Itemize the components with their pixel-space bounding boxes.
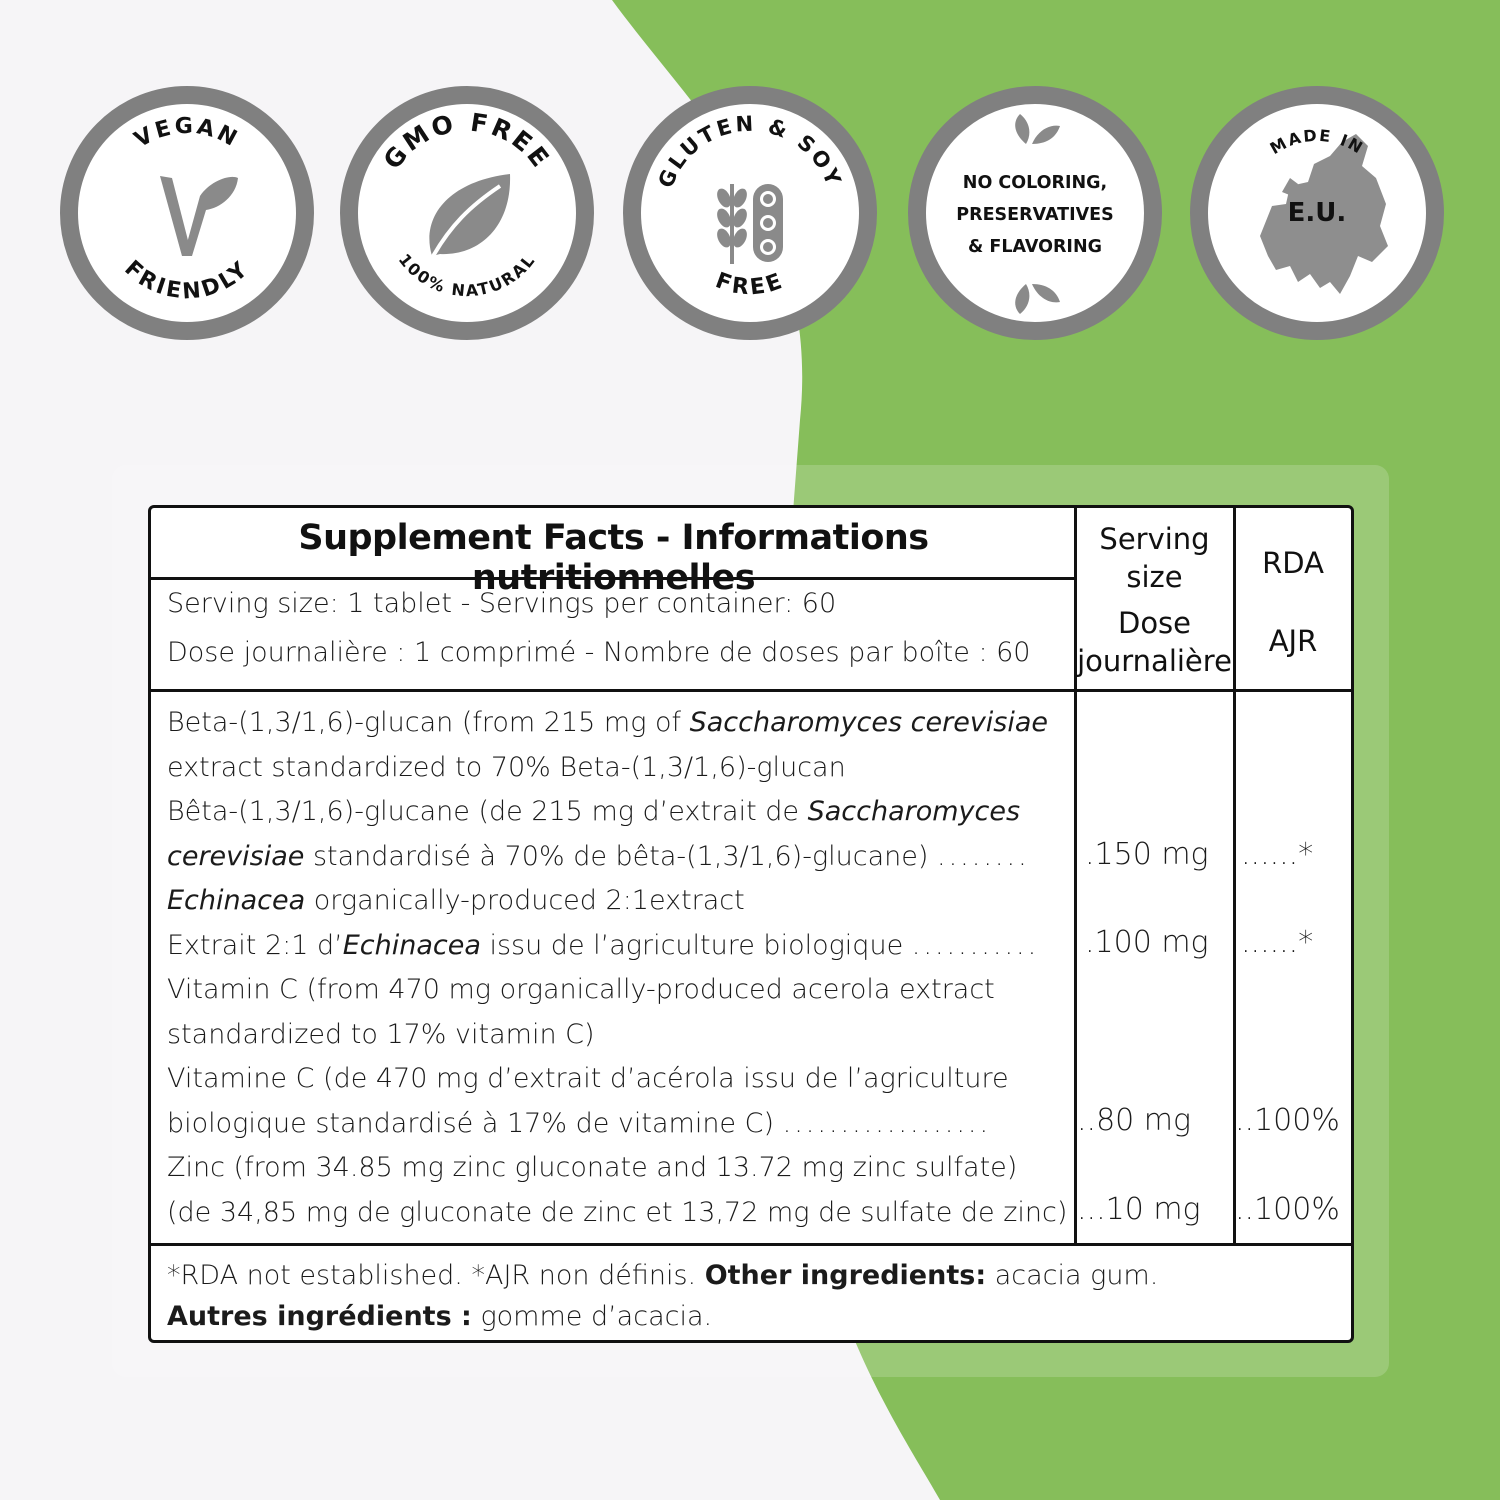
svg-text:NO COLORING,: NO COLORING,: [962, 173, 1108, 193]
amount-vitamin-c: ..80 mg: [1077, 1103, 1192, 1138]
svg-text:& FLAVORING: & FLAVORING: [968, 237, 1102, 257]
rda-vitamin-c: ..100%: [1235, 1103, 1340, 1138]
col-serving-size: Serving size Dose journalière: [1077, 522, 1232, 678]
svg-text:GLUTEN & SOY: GLUTEN & SOY: [653, 111, 847, 192]
badge-top-text: VEGAN: [130, 113, 244, 154]
rda-echinacea: ......*: [1241, 925, 1314, 960]
leaf-icon: [429, 174, 510, 258]
svg-text:FREE: FREE: [712, 268, 788, 301]
svg-text:FRIENDLY: FRIENDLY: [119, 256, 255, 305]
no-additives-badge: [908, 86, 1162, 340]
gmo-free-badge: [340, 86, 594, 340]
vegan-badge: [60, 86, 314, 340]
footnote-en: *RDA not established. *AJR non définis. Other ingredients: acacia gum.: [167, 1260, 1159, 1291]
rda-beta-glucan: ......*: [1241, 837, 1314, 872]
wheat-soy-icon: [714, 184, 783, 264]
amount-zinc: ...10 mg: [1077, 1192, 1201, 1227]
serving-info-fr: Dose journalière : 1 comprimé - Nombre de doses par boîte : 60: [167, 637, 1031, 668]
supplement-facts-table: [148, 505, 1354, 1343]
amount-beta-glucan: .150 mg: [1085, 837, 1209, 872]
col-rda: RDA AJR: [1262, 546, 1324, 658]
serving-info-en: Serving size: 1 tablet - Servings per container: 60: [167, 588, 837, 619]
rda-zinc: ..100%: [1235, 1192, 1340, 1227]
gluten-soy-free-badge: [623, 86, 877, 340]
svg-text:GMO FREE: GMO FREE: [377, 107, 557, 175]
facts-title: Supplement Facts - Informations nutritionnelles: [298, 518, 929, 598]
ingredient-zinc: Zinc (from 34.85 mg zinc gluconate and 13.72 mg zinc sulfate) (de 34,85 mg de gluconate de zinc et 13,72 mg de sulfate de zinc): [167, 1152, 1068, 1228]
footnote-fr: Autres ingrédients : gomme d’acacia.: [167, 1301, 713, 1332]
ingredient-beta-glucan: Beta-(1,3/1,6)-glucan (from 215 mg of Saccharomyces cerevisiae extract standardized to 70% Beta-(1,3/1,6)-glucan Bêta-(1,3/1,6)-glucane (de 215 mg d’extrait de Saccharomyces cerevisiae standardisé à 70% de bêta-(1,3/1,6)-glucane) ........: [167, 707, 1049, 872]
ingredient-echinacea: Echinacea organically-produced 2:1extract Extrait 2:1 d’Echinacea issu de l’agriculture biologique ...........: [167, 885, 1040, 961]
made-in-eu-badge: [1190, 86, 1444, 340]
svg-text:MADE IN: MADE IN: [1266, 125, 1368, 159]
amount-echinacea: .100 mg: [1085, 925, 1209, 960]
ingredient-vitamin-c: Vitamin C (from 470 mg organically-produced acerola extract standardized to 17% vitamin C) Vitamine C (de 470 mg d’extrait d’acérola issu de l’agriculture biologique standardisé à 17% de vitamine C) ..................: [167, 974, 1009, 1139]
svg-text:100% NATURAL: 100% NATURAL: [394, 250, 540, 301]
svg-text:E.U.: E.U.: [1287, 198, 1347, 228]
svg-text:PRESERVATIVES: PRESERVATIVES: [956, 205, 1114, 225]
v-leaf-icon: [160, 176, 238, 256]
